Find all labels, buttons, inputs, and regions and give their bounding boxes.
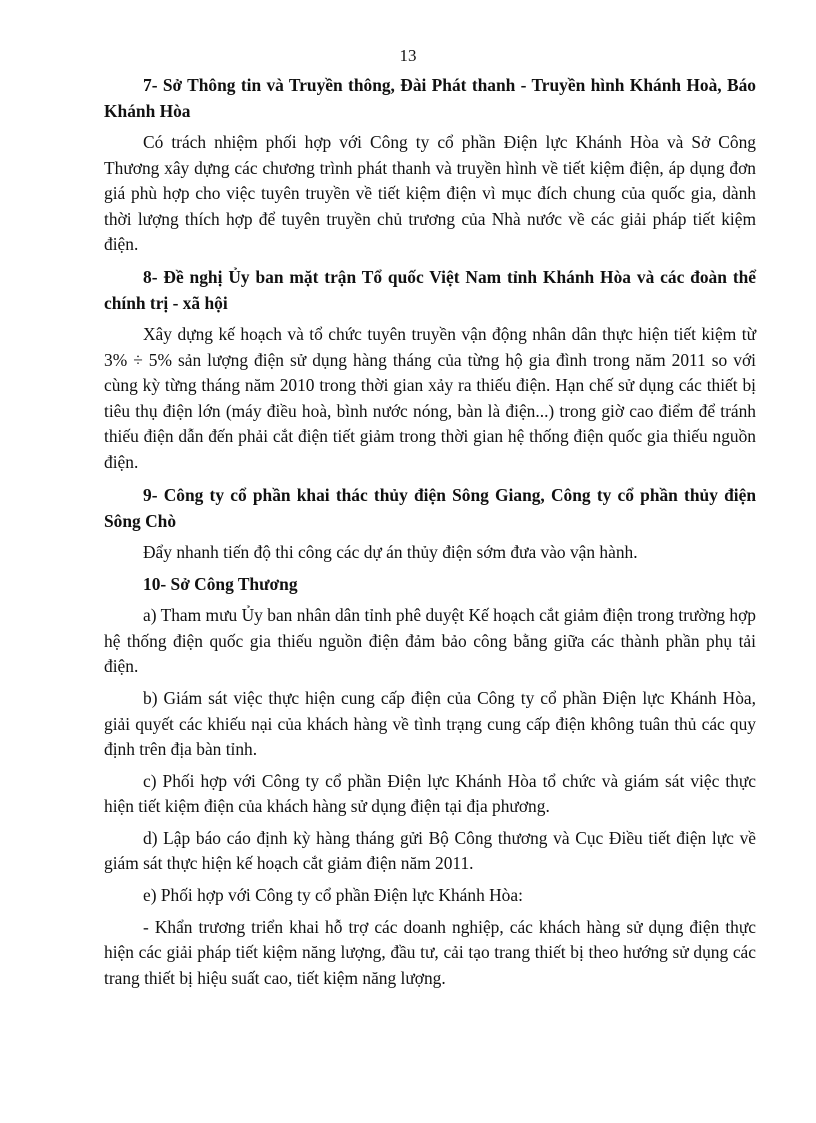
- page-number: 13: [399, 46, 417, 65]
- section-10-heading: 10- Sở Công Thương: [143, 574, 298, 595]
- section-8-heading: 8- Đề nghị Ủy ban mặt trận Tổ quốc Việt Nam tỉnh Khánh Hòa và các đoàn thể chính trị - xã hội: [104, 266, 756, 313]
- section-7-body: Có trách nhiệm phối hợp với Công ty cổ phần Điện lực Khánh Hòa và Sở Công Thương xây dựng các chương trình phát thanh và truyền hình về tiết kiệm điện, áp dụng đơn giá phù hợp cho việc tuyên truyền về tiết kiệm điện vì mục đích chung của quốc gia, dành thời lượng thích hợp để tuyên truyền chủ trương của Nhà nước về các giải pháp tiết kiệm điện.: [104, 132, 756, 255]
- section-9-body: Đẩy nhanh tiến độ thi công các dự án thủy điện sớm đưa vào vận hành.: [143, 541, 638, 562]
- section-10-item-d: d) Lập báo cáo định kỳ hàng tháng gửi Bộ Công thương và Cục Điều tiết điện lực về giám sát thực hiện kế hoạch cắt giảm điện năm 2011.: [104, 827, 756, 874]
- section-10-item-a: a) Tham mưu Ủy ban nhân dân tỉnh phê duyệt Kế hoạch cắt giảm điện trong trường hợp hệ thống điện quốc gia thiếu nguồn điện đảm bảo công bằng giữa các thành phần phụ tải điện.: [104, 605, 756, 677]
- section-10-item-e-bullet: - Khẩn trương triển khai hỗ trợ các doanh nghiệp, các khách hàng sử dụng điện thực hiện các giải pháp tiết kiệm năng lượng, đầu tư, cải tạo trang thiết bị theo hướng sử dụng các trang thiết bị hiệu suất cao, tiết kiệm năng lượng.: [104, 916, 756, 988]
- section-10-item-c: c) Phối hợp với Công ty cổ phần Điện lực Khánh Hòa tổ chức và giám sát việc thực hiện tiết kiệm điện của khách hàng sử dụng điện tại địa phương.: [104, 770, 756, 817]
- section-9-heading: 9- Công ty cổ phần khai thác thủy điện Sông Giang, Công ty cổ phần thủy điện Sông Chò: [104, 484, 756, 531]
- section-10-item-e: e) Phối hợp với Công ty cổ phần Điện lực Khánh Hòa:: [143, 885, 523, 906]
- document-body: [104, 72, 756, 991]
- section-7-heading: 7- Sở Thông tin và Truyền thông, Đài Phát thanh - Truyền hình Khánh Hoà, Báo Khánh Hòa: [104, 75, 756, 121]
- section-8-body: Xây dựng kế hoạch và tổ chức tuyên truyền vận động nhân dân thực hiện tiết kiệm từ 3% ÷ 5% sản lượng điện sử dụng hàng tháng của từng hộ gia đình trong năm 2011 so với cùng kỳ từng tháng năm 2010 trong thời gian xảy ra thiếu điện. Hạn chế sử dụng các thiết bị tiêu thụ điện lớn (máy điều hoà, bình nước nóng, bàn là điện...) trong giờ cao điểm để tránh thiếu điện dẫn đến phải cắt điện tiết giảm trong thời gian hệ thống điện quốc gia thiếu nguồn điện.: [104, 323, 756, 472]
- section-10-item-b: b) Giám sát việc thực hiện cung cấp điện của Công ty cổ phần Điện lực Khánh Hòa, giải quyết các khiếu nại của khách hàng về tình trạng cung cấp điện không tuân thủ các quy định trên địa bàn tỉnh.: [104, 687, 756, 760]
